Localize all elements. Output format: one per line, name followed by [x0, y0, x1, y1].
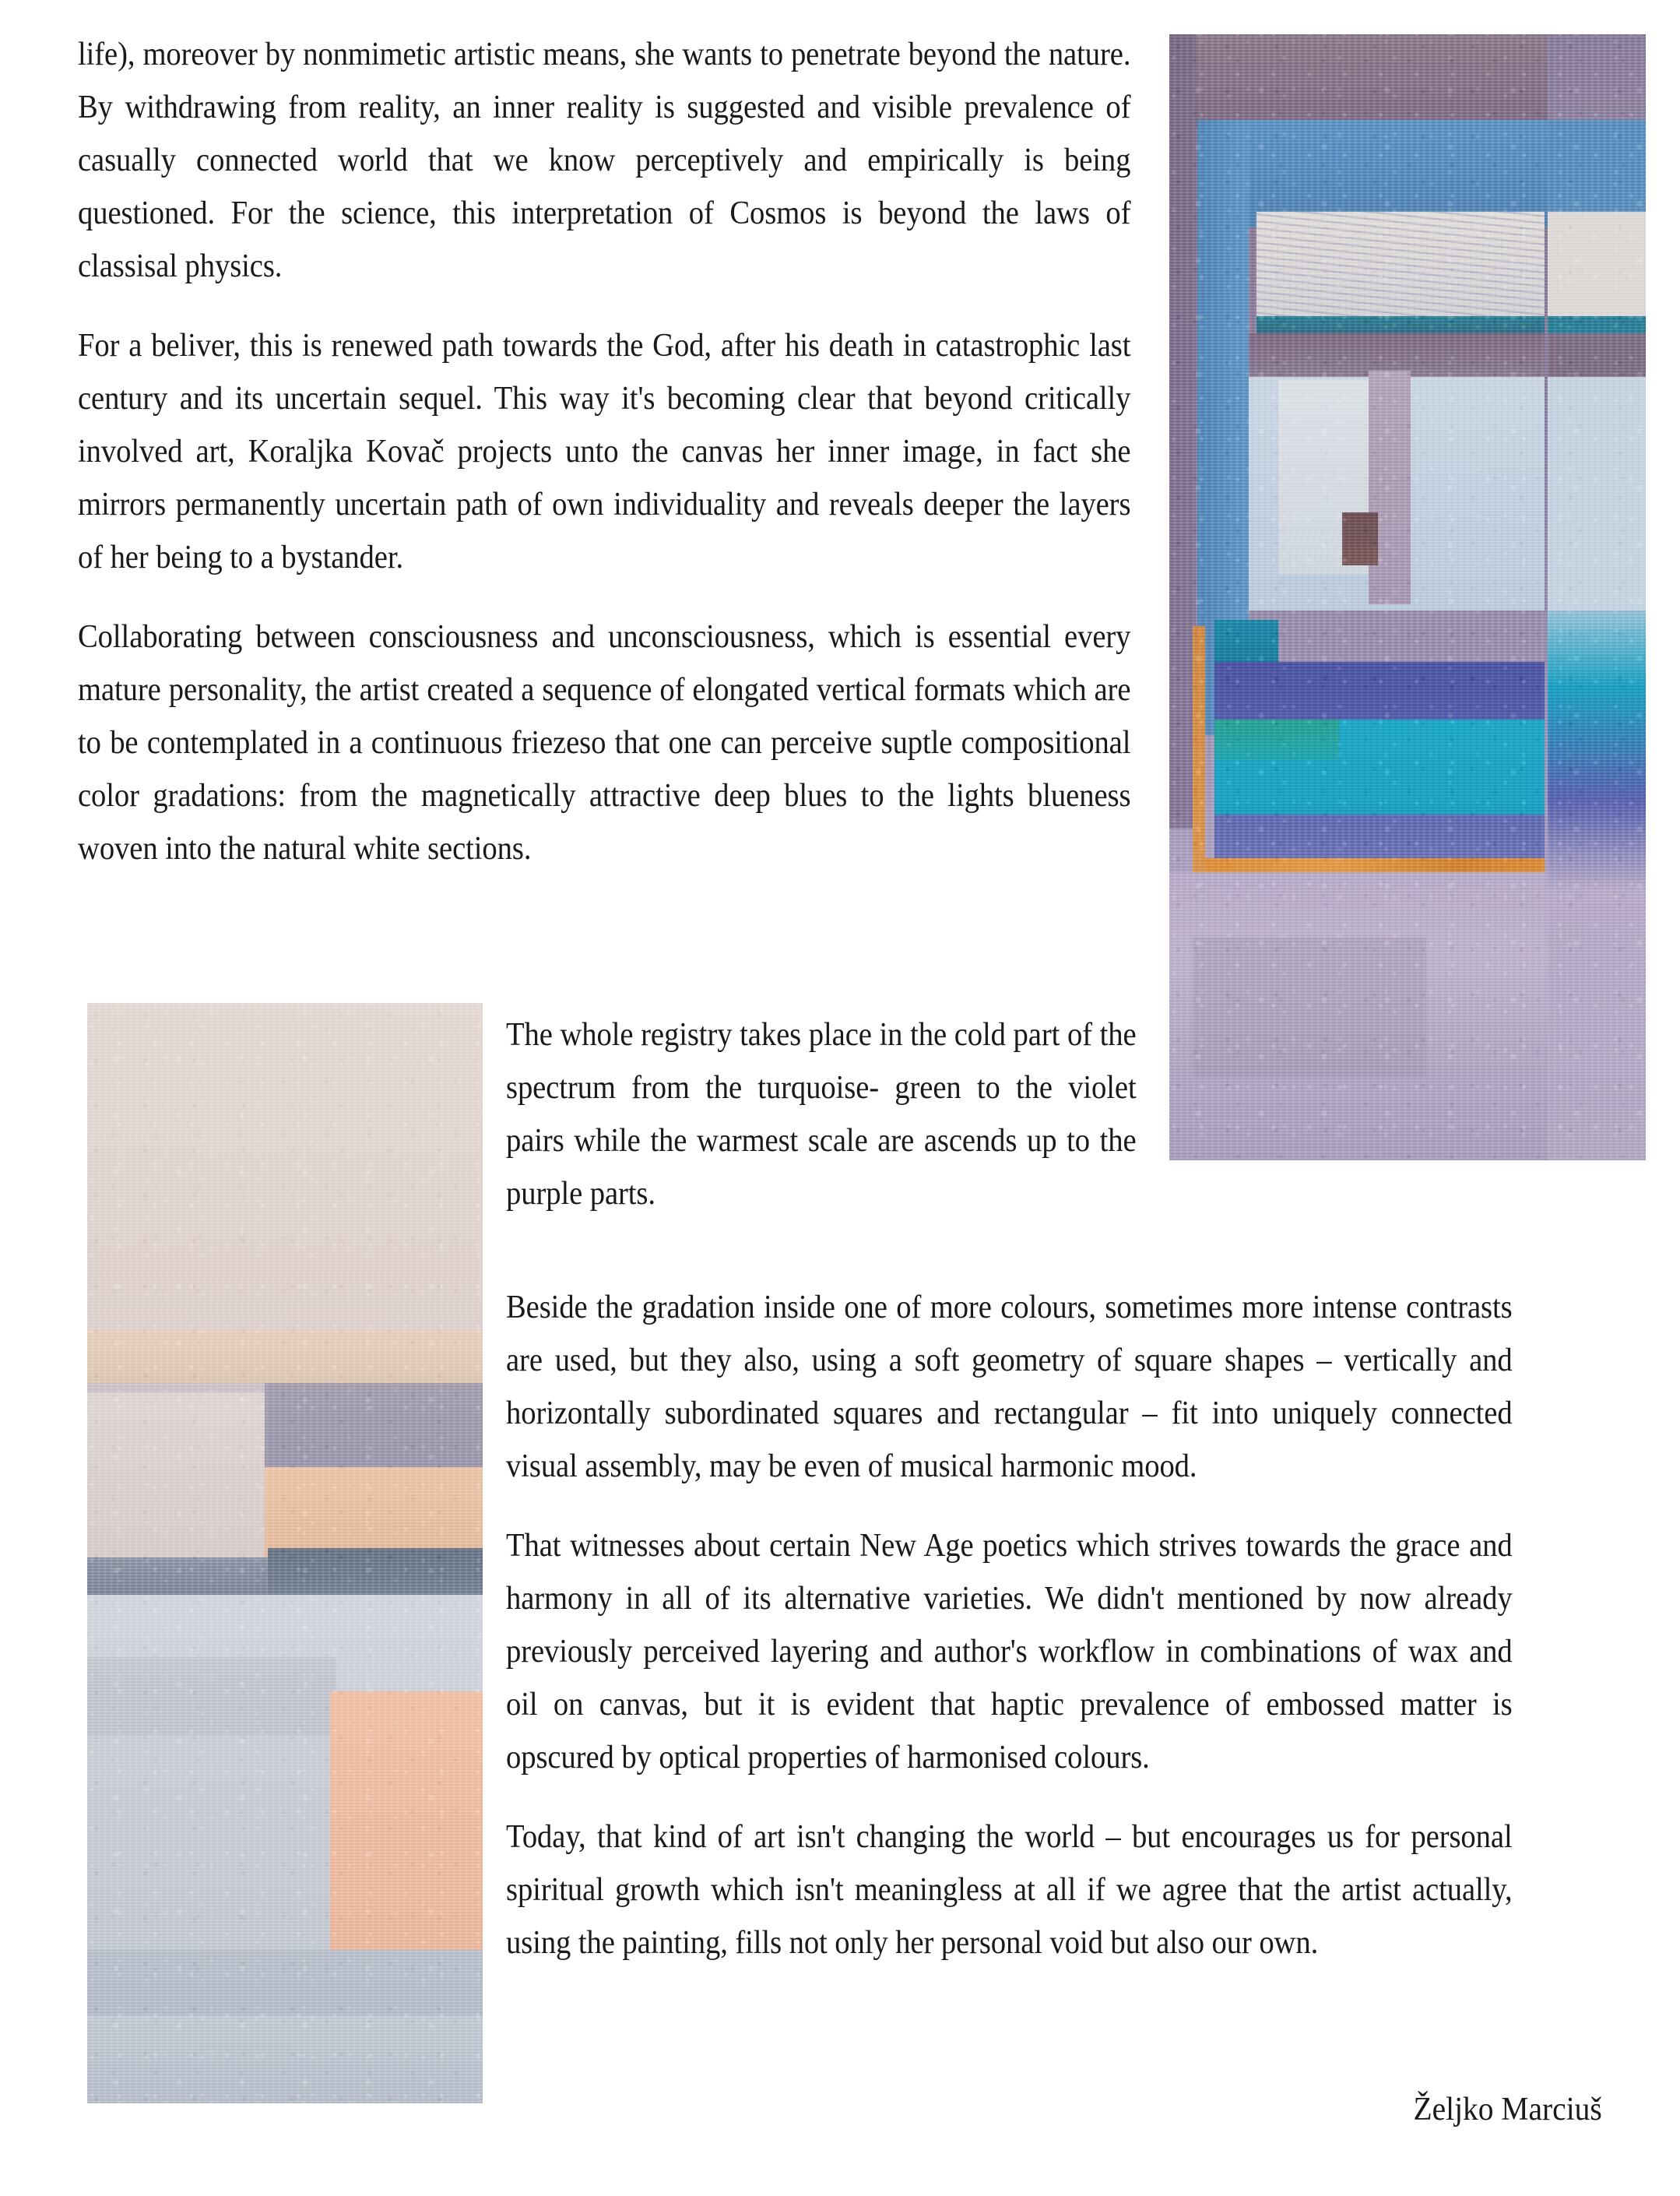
artwork-top-right-composition	[1169, 34, 1646, 1160]
canvas-impasto	[1169, 34, 1646, 1160]
paragraph-7: Today, that kind of art isn't changing the world – but encourages us for personal spiritual growth which isn't meaningless at all if we agree that the artist actually, using the painting, fills not only her personal void but also our own.	[506, 1819, 1513, 1962]
text-column-wide	[506, 1281, 1600, 1969]
artwork-bottom-left-composition	[87, 1003, 483, 2103]
canvas-impasto-left	[87, 1003, 483, 2103]
paragraph-3: Collaborating between consciousness and unconsciousness, which is essential every mature personality, the artist created a sequence of elongated vertical formats which are to be contemplated in a continuous friezeso that one can perceive suptle compositional color gradations: from the magnetically attractive deep blues to the lights blueness woven into the natural white sections.	[78, 619, 1131, 867]
artwork-top-right	[1169, 34, 1646, 1160]
text-column-top	[78, 28, 1222, 875]
author-signature: Željko Marciuš	[1413, 2092, 1602, 2127]
paragraph-4: The whole registry takes place in the cold part of the spectrum from the turquoise- green to the violet pairs while the warmest scale are ascends up to the purple parts.	[506, 1017, 1137, 1212]
paragraph-1: life), moreover by nonmimetic artistic means, she wants to penetrate beyond the nature. By withdrawing from reality, an inner reality is suggested and visible prevalence of casually connected world that we know perceptively and empirically is being questioned. For the science, this interpretation of Cosmos is beyond the laws of classisal physics.	[78, 37, 1131, 285]
artwork-bottom-left	[87, 1003, 483, 2103]
paragraph-5: Beside the gradation inside one of more colours, sometimes more intense contrasts are used, but they also, using a soft geometry of square shapes – vertically and horizontally subordinated squares and rectangular – fit into uniquely connected visual assembly, may be even of musical harmonic mood.	[506, 1290, 1513, 1485]
text-column-narrow	[506, 1008, 1191, 1220]
paragraph-2: For a beliver, this is renewed path towards the God, after his death in catastrophic last century and its uncertain sequel. This way it's becoming clear that beyond critically involved art, Koraljka Kovač projects unto the canvas her inner image, in fact she mirrors permanently uncertain path of own individuality and reveals deeper the layers of her being to a bystander.	[78, 328, 1131, 576]
paragraph-6: That witnesses about certain New Age poetics which strives towards the grace and harmony in all of its alternative varieties. We didn't mentioned by now already previously perceived layering and author's workflow in combinations of wax and oil on canvas, but it is evident that haptic prevalence of embossed matter is opscured by optical properties of harmonised colours.	[506, 1528, 1513, 1776]
